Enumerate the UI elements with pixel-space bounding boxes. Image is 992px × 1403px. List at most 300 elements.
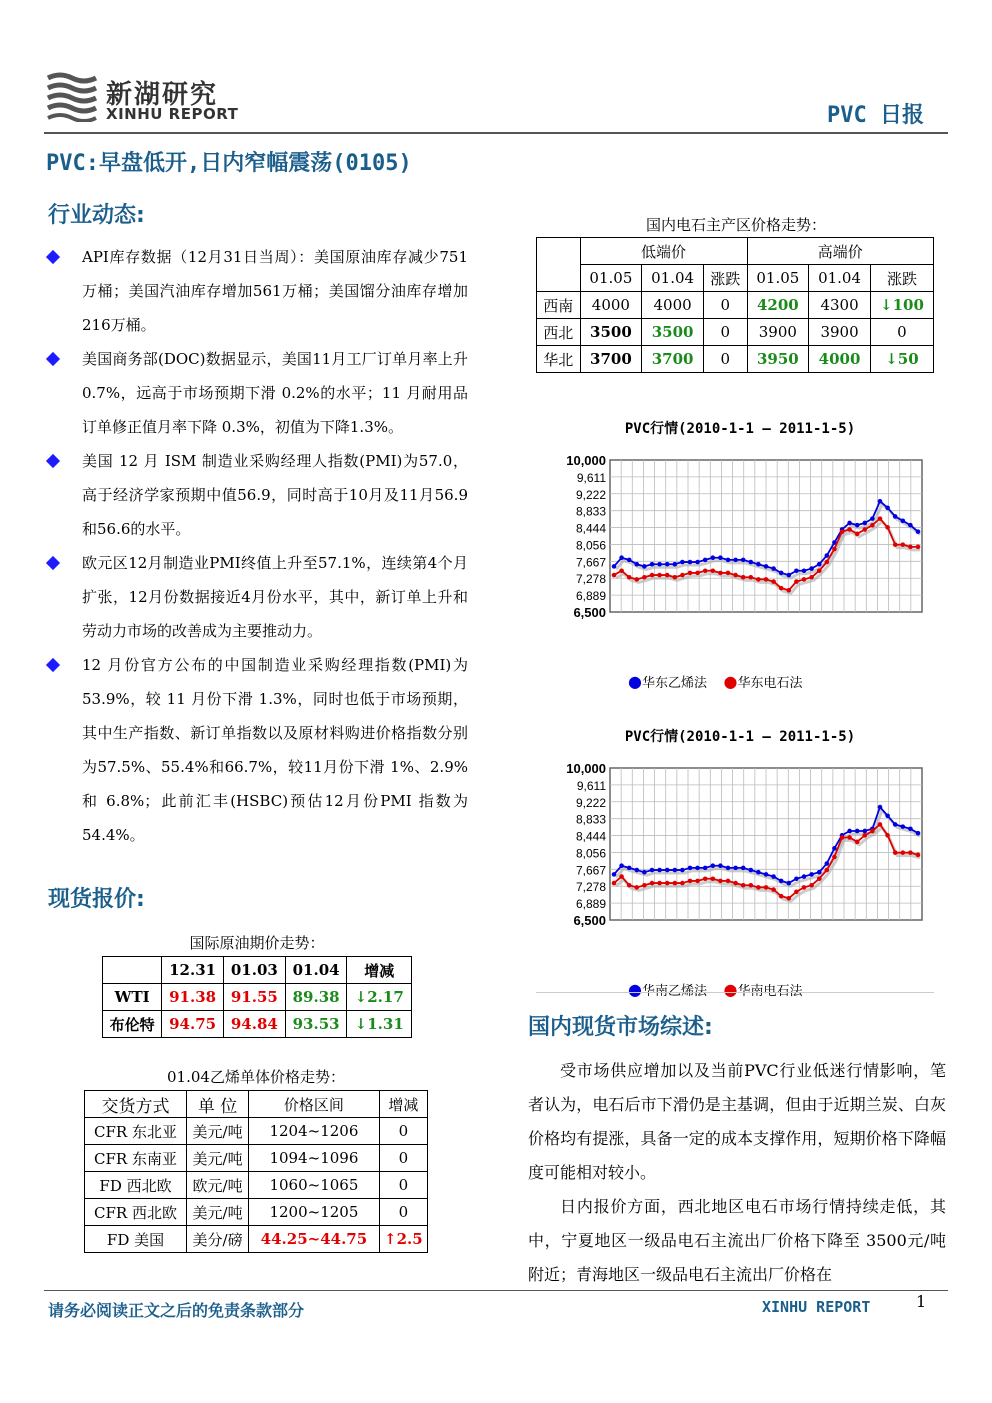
data-point — [695, 571, 700, 576]
table-cell: CFR 东北亚 — [85, 1118, 187, 1145]
data-point — [749, 868, 754, 873]
data-point — [688, 560, 693, 565]
data-point — [863, 829, 868, 834]
table-header: 低端价 — [580, 238, 747, 265]
data-point — [863, 833, 868, 838]
footer-brand: XINHU REPORT — [762, 1298, 871, 1316]
data-point — [847, 527, 852, 532]
table-header — [103, 957, 162, 984]
data-point — [817, 876, 822, 881]
table-cell: 0 — [379, 1199, 427, 1226]
y-tick-label: 6,500 — [573, 913, 606, 928]
table-cell: 美元/吨 — [187, 1145, 249, 1172]
data-point — [718, 571, 723, 576]
data-point — [771, 887, 776, 892]
chart-legend — [628, 980, 803, 999]
data-point — [642, 870, 647, 875]
table-cell: 0 — [379, 1145, 427, 1172]
y-tick-label: 8,444 — [575, 829, 606, 844]
data-point — [771, 579, 776, 584]
ethylene-table — [84, 1090, 428, 1253]
data-point — [612, 881, 617, 886]
table-cell: 0 — [379, 1118, 427, 1145]
data-point — [673, 562, 678, 567]
data-point — [741, 866, 746, 871]
data-point — [657, 881, 662, 886]
table-cell: 3900 — [747, 319, 809, 346]
data-point — [794, 568, 799, 573]
data-point — [809, 872, 814, 877]
data-point — [688, 879, 693, 884]
table-cell: 0 — [703, 292, 747, 319]
data-point — [832, 846, 837, 851]
data-point — [878, 516, 883, 521]
data-point — [764, 872, 769, 877]
data-point — [726, 879, 731, 884]
data-point — [802, 874, 807, 879]
table-cell: 94.84 — [223, 1011, 285, 1038]
y-tick-label: 8,833 — [575, 504, 606, 519]
table-cell: ↓100 — [870, 292, 933, 319]
data-point — [787, 896, 792, 901]
table-cell: 1060~1065 — [249, 1172, 380, 1199]
data-point — [657, 573, 662, 578]
data-point — [901, 519, 906, 524]
data-point — [847, 521, 852, 526]
data-point — [817, 568, 822, 573]
table-row — [85, 1199, 428, 1226]
data-point — [741, 575, 746, 580]
y-tick-label: 7,667 — [575, 555, 606, 570]
data-point — [673, 868, 678, 873]
table-cell: 3700 — [580, 346, 642, 373]
data-point — [764, 885, 769, 890]
data-point — [809, 575, 814, 580]
data-point — [787, 588, 792, 593]
data-point — [619, 874, 624, 879]
data-point — [650, 562, 655, 567]
legend-label: 华南乙烯法 — [641, 984, 707, 999]
review-heading: 国内现货市场综述: — [528, 1015, 713, 1040]
data-point — [855, 829, 860, 834]
data-point — [863, 521, 868, 526]
bullet-item: 美国商务部(DOC)数据显示，美国11月工厂订单月率上升 0.7%，远高于市场预期下滑 0.2%的水平；11 月耐用品订单修正值月率下降 0.3%，初值为下降1.3%。 — [48, 342, 468, 444]
data-point — [802, 577, 807, 582]
data-point — [657, 868, 662, 873]
data-point — [787, 573, 792, 578]
table-cell: 1094~1096 — [249, 1145, 380, 1172]
data-point — [756, 870, 761, 875]
data-point — [870, 516, 875, 521]
data-point — [635, 868, 640, 873]
data-point — [756, 885, 761, 890]
y-tick-label: 10,000 — [566, 761, 606, 776]
chart-plot — [540, 750, 940, 986]
table-header: 涨跌 — [703, 265, 747, 292]
y-tick-label: 7,278 — [575, 880, 606, 895]
y-tick-label: 9,222 — [575, 795, 606, 810]
data-point — [893, 542, 898, 547]
data-point — [627, 883, 632, 888]
y-tick-label: 9,222 — [575, 487, 606, 502]
data-point — [885, 505, 890, 510]
data-point — [680, 881, 685, 886]
data-point — [756, 562, 761, 567]
table-row — [537, 346, 934, 373]
data-point — [657, 562, 662, 567]
data-point — [650, 881, 655, 886]
data-point — [635, 577, 640, 582]
table-cell: 3950 — [747, 346, 809, 373]
table-cell: ↑2.5 — [379, 1226, 427, 1253]
table-row — [103, 984, 412, 1011]
data-point — [635, 885, 640, 890]
data-point — [627, 866, 632, 871]
table-cell: 华北 — [537, 346, 581, 373]
data-point — [817, 562, 822, 567]
y-tick-label: 7,667 — [575, 863, 606, 878]
data-point — [619, 863, 624, 868]
table-cell: FD 西北欧 — [85, 1172, 187, 1199]
data-point — [733, 881, 738, 886]
table-row — [103, 1011, 412, 1038]
page-title: PVC:早盘低开,日内窄幅震荡(0105) — [46, 151, 412, 176]
table-header-row — [103, 957, 412, 984]
y-tick-label: 8,056 — [575, 538, 606, 553]
crude-table — [102, 956, 412, 1038]
data-point — [642, 575, 647, 580]
data-point — [627, 558, 632, 563]
data-point — [885, 525, 890, 530]
y-tick-label: 9,611 — [576, 470, 606, 485]
table-cell: 西南 — [537, 292, 581, 319]
table-header: 增减 — [379, 1091, 427, 1118]
data-point — [893, 850, 898, 855]
table-header: 交货方式 — [85, 1091, 187, 1118]
data-point — [619, 568, 624, 573]
table-cell: ↓2.17 — [347, 984, 412, 1011]
y-tick-label: 7,278 — [575, 572, 606, 587]
pvc-chart-south — [540, 726, 940, 1006]
y-tick-label: 6,889 — [575, 897, 606, 912]
table-row — [85, 1145, 428, 1172]
carbide-table — [536, 237, 934, 373]
table-header: 01.05 — [747, 265, 809, 292]
y-tick-label: 8,444 — [575, 521, 606, 536]
data-point — [718, 555, 723, 560]
table-cell: 欧元/吨 — [187, 1172, 249, 1199]
data-point — [885, 813, 890, 818]
crude-caption: 国际原油期价走势： — [189, 934, 325, 952]
data-point — [840, 529, 845, 534]
data-point — [673, 881, 678, 886]
data-point — [665, 881, 670, 886]
logo — [46, 72, 246, 124]
data-point — [855, 523, 860, 528]
data-point — [787, 881, 792, 886]
data-point — [779, 586, 784, 591]
table-cell: 0 — [703, 346, 747, 373]
data-point — [908, 850, 913, 855]
data-point — [749, 560, 754, 565]
industry-bullets — [48, 240, 468, 852]
page-number: 1 — [916, 1292, 927, 1311]
data-point — [695, 560, 700, 565]
legend-dot-icon: ● — [723, 672, 738, 691]
logo-text-en: XINHU REPORT — [106, 105, 239, 123]
bullet-item: 美国 12 月 ISM 制造业采购经理人指数(PMI)为57.0，高于经济学家预期中值56.9，同时高于10月及11月56.9和56.6的水平。 — [48, 444, 468, 546]
header-divider — [44, 132, 948, 134]
data-point — [756, 577, 761, 582]
table-cell: 93.53 — [285, 1011, 347, 1038]
paragraph: 受市场供应增加以及当前PVC行业低迷行情影响，笔者认为，电石后市下滑仍是主基调，但由于近期兰炭、白灰价格均有提涨，具备一定的成本支撑作用，短期价格下降幅度可能相对较小。 — [528, 1061, 946, 1182]
data-point — [802, 568, 807, 573]
table-header: 涨跌 — [870, 265, 933, 292]
data-point — [635, 562, 640, 567]
data-point — [665, 573, 670, 578]
data-point — [703, 558, 708, 563]
data-point — [749, 883, 754, 888]
y-tick-label: 9,611 — [576, 778, 606, 793]
data-point — [825, 868, 830, 873]
data-point — [878, 822, 883, 827]
report-type: PVC 日报 — [827, 103, 924, 128]
data-point — [870, 523, 875, 528]
pvc-chart-east — [540, 418, 940, 698]
data-point — [665, 562, 670, 567]
table-cell: 91.55 — [223, 984, 285, 1011]
table-row — [537, 292, 934, 319]
chart-plot — [540, 442, 940, 678]
data-point — [665, 868, 670, 873]
paragraph: 日内报价方面，西北地区电石市场行情持续走低，其中，宁夏地区一级品电石主流出厂价格下降至 3500元/吨附近；青海地区一级品电石主流出厂价格在 — [528, 1197, 946, 1284]
y-tick-label: 6,500 — [573, 605, 606, 620]
data-point — [726, 866, 731, 871]
table-header: 高端价 — [747, 238, 934, 265]
logo-text-cn: 新湖研究 — [106, 80, 219, 110]
legend-label: 华东乙烯法 — [641, 676, 707, 691]
data-point — [688, 571, 693, 576]
data-point — [650, 573, 655, 578]
table-cell: 1204~1206 — [249, 1118, 380, 1145]
table-cell: 4000 — [809, 346, 871, 373]
data-point — [711, 568, 716, 573]
table-cell: 美元/吨 — [187, 1118, 249, 1145]
table-header-row — [85, 1091, 428, 1118]
data-point — [741, 883, 746, 888]
table-cell: ↓1.31 — [347, 1011, 412, 1038]
data-point — [855, 532, 860, 537]
data-point — [794, 876, 799, 881]
data-point — [771, 566, 776, 571]
table-header: 01.05 — [580, 265, 642, 292]
data-point — [711, 863, 716, 868]
data-point — [885, 833, 890, 838]
legend-dot-icon: ● — [628, 980, 642, 999]
legend-label: 华东电石法 — [737, 676, 803, 691]
data-point — [718, 879, 723, 884]
chart-legend — [628, 672, 803, 691]
table-cell: 1200~1205 — [249, 1199, 380, 1226]
bullet-item: 12 月份官方公布的中国制造业采购经理指数(PMI)为 53.9%，较 11 月份下滑 1.3%，同时也低于市场预期，其中生产指数、新订单指数以及原材料购进价格指数分别为57.5%、55.4%和66.7%，较11月份下滑 1%、2.9%和 6.8%；此前汇丰(HSBC)预估12月份PMI 指数为54.4%。 — [48, 648, 468, 852]
bullet-item: 欧元区12月制造业PMI终值上升至57.1%，连续第4个月扩张，12月份数据接近4月份水平，其中，新订单上升和劳动力市场的改善成为主要推动力。 — [48, 546, 468, 648]
data-point — [893, 822, 898, 827]
data-point — [726, 558, 731, 563]
data-point — [726, 571, 731, 576]
data-point — [749, 575, 754, 580]
table-header: 增减 — [347, 957, 412, 984]
data-point — [832, 547, 837, 552]
data-point — [695, 879, 700, 884]
data-point — [612, 564, 617, 569]
spot-heading: 现货报价: — [48, 887, 145, 912]
table-cell: 44.25~44.75 — [249, 1226, 380, 1253]
table-header — [537, 238, 581, 292]
data-point — [612, 573, 617, 578]
data-point — [794, 579, 799, 584]
table-cell: 0 — [703, 319, 747, 346]
table-cell: 4000 — [642, 292, 704, 319]
data-point — [673, 575, 678, 580]
legend-dot-icon: ● — [723, 980, 738, 999]
data-point — [863, 527, 868, 532]
ethylene-caption: 01.04乙烯单体价格走势： — [167, 1068, 345, 1086]
table-cell: CFR 东南亚 — [85, 1145, 187, 1172]
table-cell: 3900 — [809, 319, 871, 346]
data-point — [627, 575, 632, 580]
data-point — [642, 883, 647, 888]
table-cell: 4200 — [747, 292, 809, 319]
logo-waves-icon — [46, 72, 98, 122]
data-point — [916, 529, 921, 534]
footer-divider — [44, 1290, 948, 1291]
table-cell: 布伦特 — [103, 1011, 162, 1038]
table-cell: 4300 — [809, 292, 871, 319]
diamond-icon — [46, 352, 60, 366]
table-cell: 美元/吨 — [187, 1199, 249, 1226]
table-row — [85, 1172, 428, 1199]
table-cell: 91.38 — [162, 984, 224, 1011]
data-point — [619, 555, 624, 560]
diamond-icon — [46, 658, 60, 672]
table-header: 价格区间 — [249, 1091, 380, 1118]
table-cell: 0 — [870, 319, 933, 346]
table-header: 01.04 — [809, 265, 871, 292]
data-point — [764, 564, 769, 569]
data-point — [840, 835, 845, 840]
chart-title: PVC行情(2010-1-1 — 2011-1-5) — [624, 729, 856, 745]
table-header: 12.31 — [162, 957, 224, 984]
y-tick-label: 10,000 — [566, 453, 606, 468]
disclaimer-link[interactable]: 请务必阅读正文之后的免责条款部分 — [48, 1301, 305, 1320]
data-point — [703, 876, 708, 881]
data-point — [809, 566, 814, 571]
data-point — [908, 827, 913, 832]
table-cell: FD 美国 — [85, 1226, 187, 1253]
data-point — [703, 866, 708, 871]
data-point — [809, 883, 814, 888]
data-point — [703, 568, 708, 573]
data-point — [733, 866, 738, 871]
data-point — [688, 866, 693, 871]
data-point — [916, 831, 921, 836]
data-point — [901, 824, 906, 829]
data-point — [612, 872, 617, 877]
table-cell: 94.75 — [162, 1011, 224, 1038]
data-point — [847, 835, 852, 840]
diamond-icon — [46, 250, 60, 264]
y-tick-label: 6,889 — [575, 589, 606, 604]
data-point — [901, 542, 906, 547]
table-cell: 3500 — [642, 319, 704, 346]
diamond-icon — [46, 556, 60, 570]
data-point — [908, 545, 913, 550]
data-point — [870, 829, 875, 834]
table-cell: 3700 — [642, 346, 704, 373]
carbide-caption: 国内电石主产区价格走势： — [645, 216, 826, 234]
data-point — [901, 850, 906, 855]
data-point — [916, 853, 921, 858]
table-cell: CFR 西北欧 — [85, 1199, 187, 1226]
data-point — [893, 514, 898, 519]
legend-dot-icon: ● — [628, 672, 642, 691]
data-point — [779, 894, 784, 899]
data-point — [855, 840, 860, 845]
data-point — [817, 870, 822, 875]
data-point — [832, 855, 837, 860]
table-header-row — [537, 265, 934, 292]
data-point — [802, 885, 807, 890]
data-point — [733, 558, 738, 563]
data-point — [825, 861, 830, 866]
legend-label: 华南电石法 — [737, 984, 803, 999]
table-cell: 3500 — [580, 319, 642, 346]
data-point — [680, 573, 685, 578]
data-point — [741, 558, 746, 563]
table-cell: 0 — [379, 1172, 427, 1199]
data-point — [718, 863, 723, 868]
data-point — [878, 499, 883, 504]
industry-heading: 行业动态: — [48, 203, 145, 228]
data-point — [916, 545, 921, 550]
table-header: 01.04 — [285, 957, 347, 984]
data-point — [764, 577, 769, 582]
data-point — [847, 829, 852, 834]
data-point — [680, 868, 685, 873]
data-point — [779, 879, 784, 884]
table-cell: ↓50 — [870, 346, 933, 373]
table-row — [85, 1118, 428, 1145]
chart-title: PVC行情(2010-1-1 — 2011-1-5) — [624, 421, 856, 437]
data-point — [711, 876, 716, 881]
data-point — [695, 866, 700, 871]
diamond-icon — [46, 454, 60, 468]
data-point — [825, 553, 830, 558]
data-point — [771, 874, 776, 879]
bullet-item: API库存数据（12月31日当周）：美国原油库存减少751万桶；美国汽油库存增加561万桶；美国馏分油库存增加216万桶。 — [48, 240, 468, 342]
data-point — [779, 571, 784, 576]
table-cell: 89.38 — [285, 984, 347, 1011]
table-header: 单 位 — [187, 1091, 249, 1118]
data-point — [642, 564, 647, 569]
chart-divider — [536, 992, 934, 993]
data-point — [733, 573, 738, 578]
table-cell: 4000 — [580, 292, 642, 319]
data-point — [711, 555, 716, 560]
data-point — [680, 560, 685, 565]
data-point — [825, 560, 830, 565]
table-cell: WTI — [103, 984, 162, 1011]
